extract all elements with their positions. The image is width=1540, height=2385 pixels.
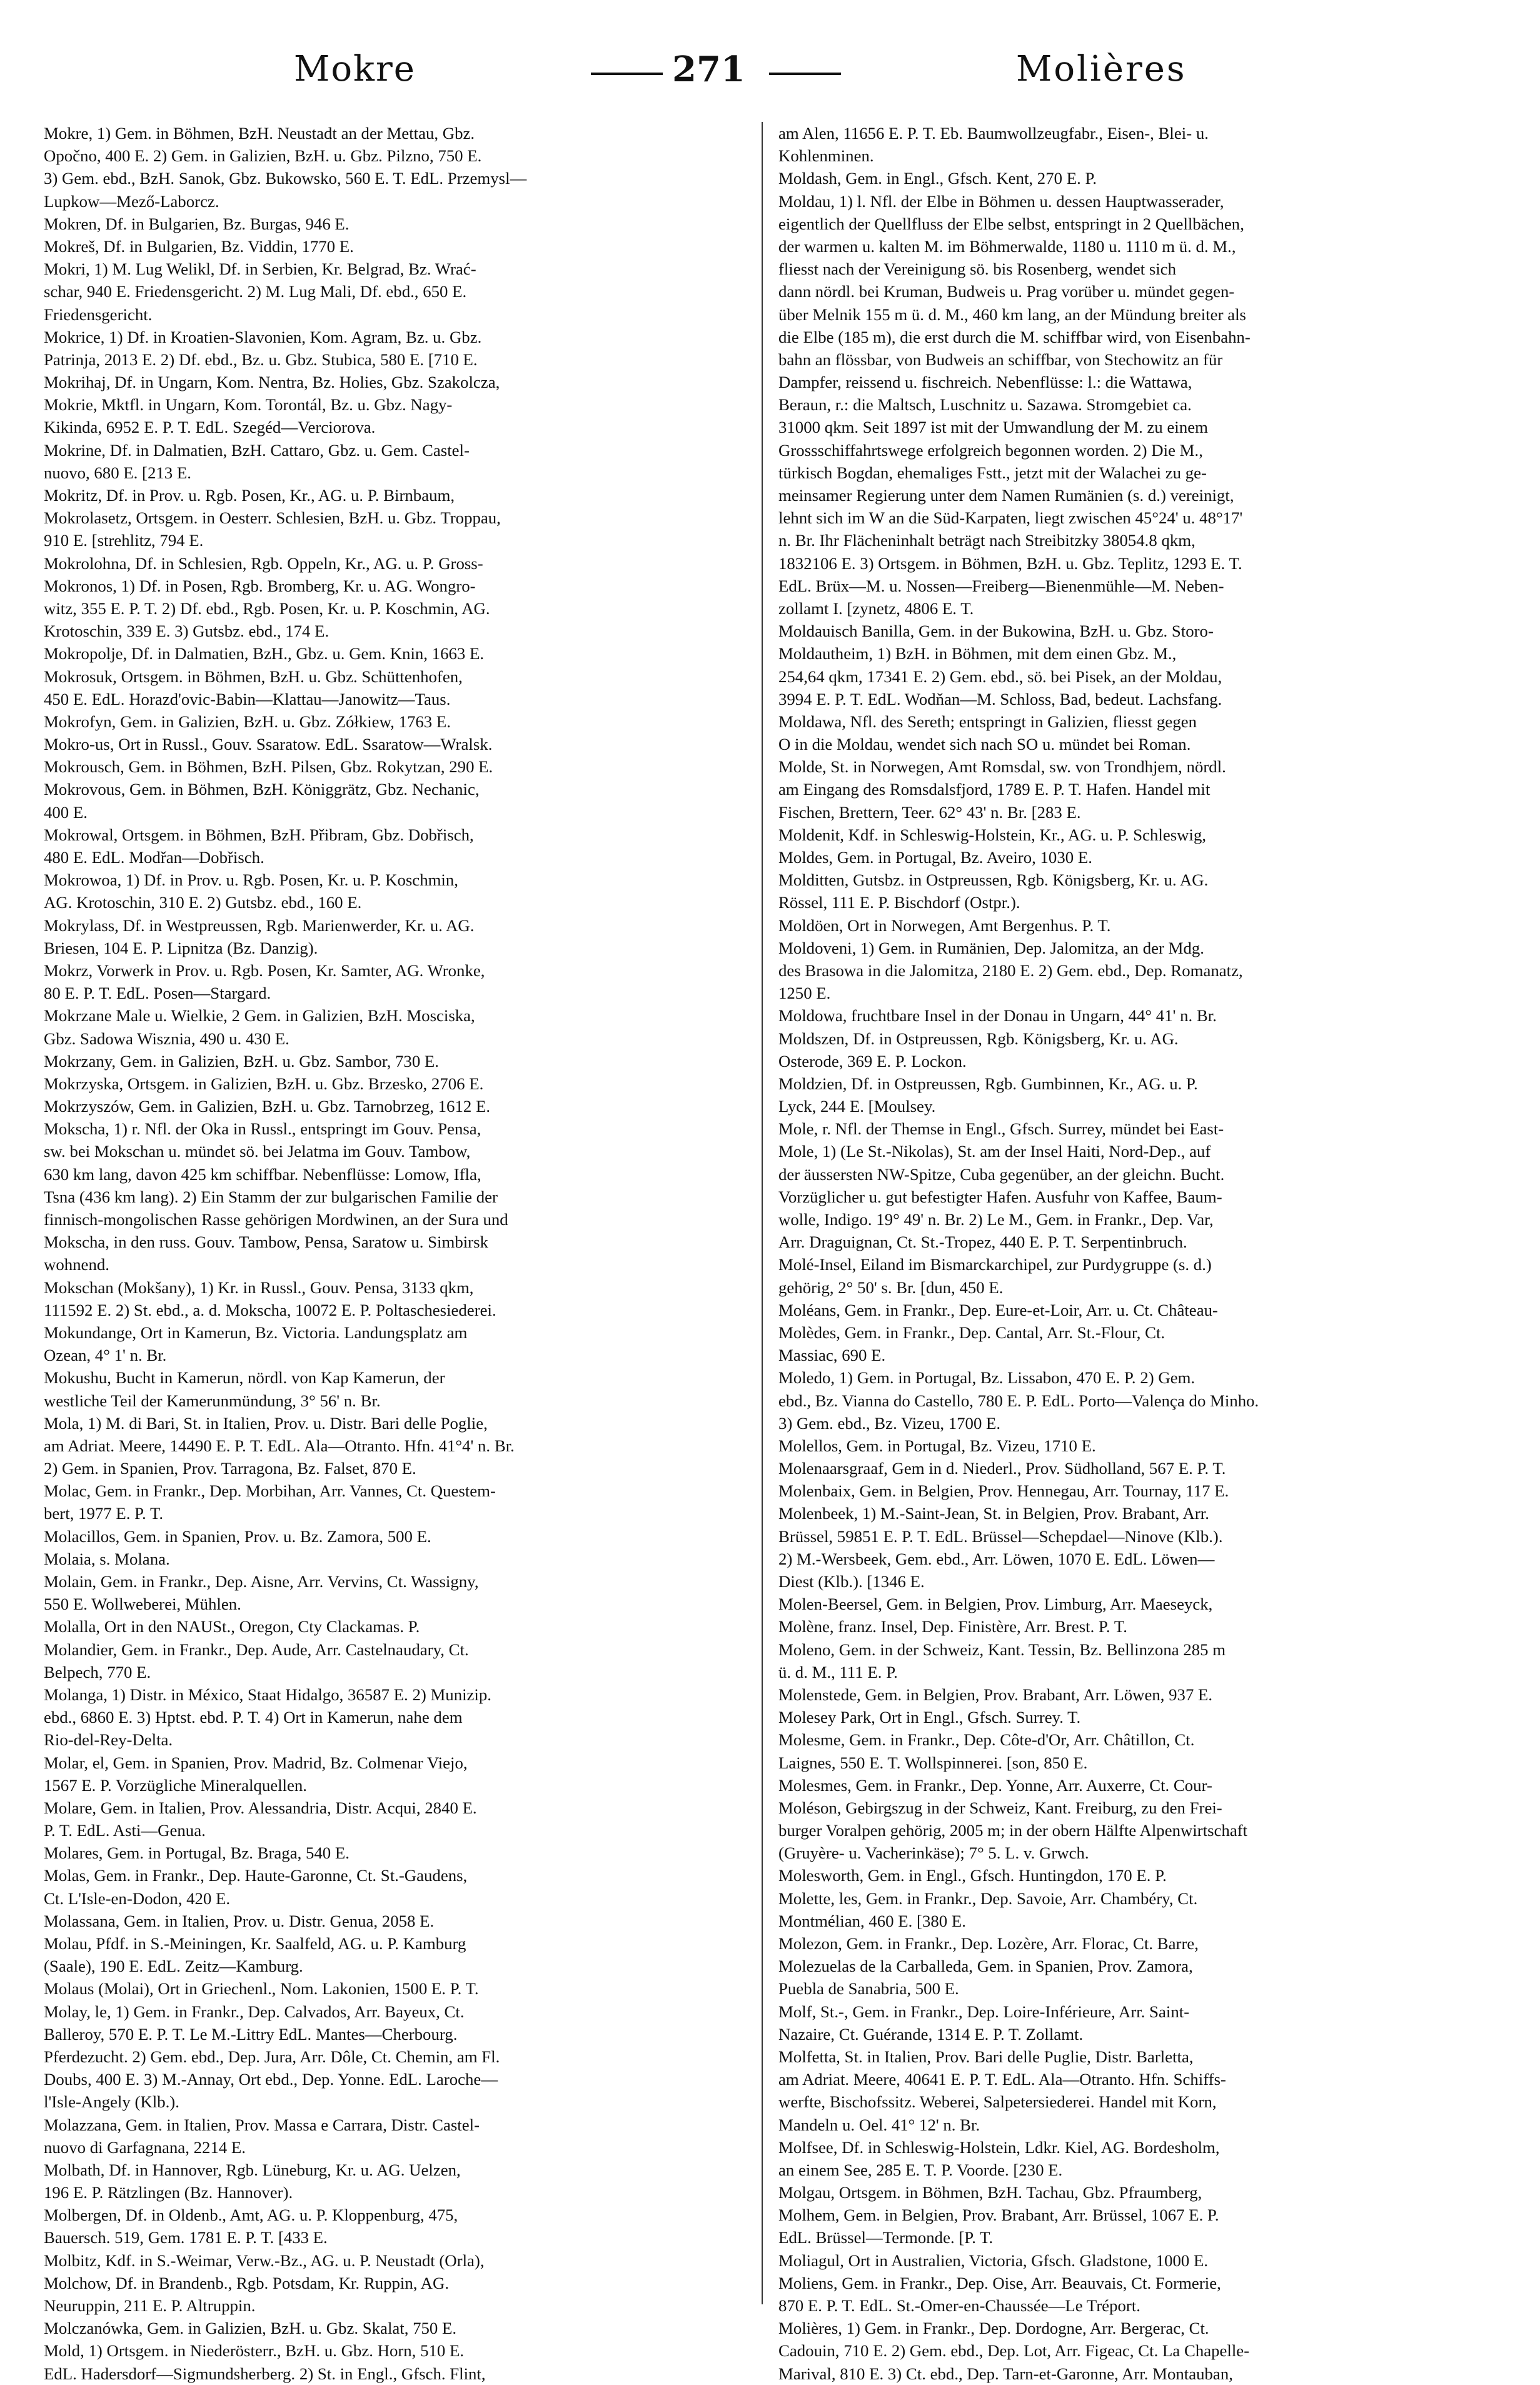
entry-line: Mokschan (Mokšany), 1) Kr. in Russl., Gouv. Pensa, 3133 qkm, <box>44 1278 474 1297</box>
entry-line: Molières, 1) Gem. in Frankr., Dep. Dordogne, Arr. Bergerac, Ct. <box>778 2319 1209 2338</box>
entry-line: 31000 qkm. Seit 1897 ist mit der Umwandlung der M. zu einem <box>778 418 1208 437</box>
entry-line: Mokrousch, Gem. in Böhmen, BzH. Pilsen, Gbz. Rokytzan, 290 E. <box>44 757 493 777</box>
entry-line: Mandeln u. Oel. 41° 12' n. Br. <box>778 2115 980 2134</box>
entry-line: Lupkow—Mező-Laborcz. <box>44 191 219 211</box>
entry-line: Molezon, Gem. in Frankr., Dep. Lozère, Arr. Florac, Ct. Barre, <box>778 1934 1199 1953</box>
entry-line: Moliens, Gem. in Frankr., Dep. Oise, Arr. Beauvais, Ct. Formerie, <box>778 2273 1221 2292</box>
entry-line: Diest (Klb.). [1346 E. <box>778 1572 925 1591</box>
entry-line: Moldenit, Kdf. in Schleswig-Holstein, Kr., AG. u. P. Schleswig, <box>778 825 1207 844</box>
entry-line: Mokro-us, Ort in Russl., Gouv. Ssaratow. EdL. Ssaratow—Wralsk. <box>44 735 493 754</box>
entry-line: Arr. Draguignan, Ct. St.-Tropez, 440 E. P. T. Serpentinbruch. <box>778 1233 1187 1252</box>
entry-line: Molar, el, Gem. in Spanien, Prov. Madrid, Bz. Colmenar Viejo, <box>44 1753 468 1772</box>
entry-line: Molaia, s. Molana. <box>44 1549 170 1568</box>
entry-line: bert, 1977 E. P. T. <box>44 1504 164 1523</box>
entry-line: Molèdes, Gem. in Frankr., Dep. Cantal, Arr. St.-Flour, Ct. <box>778 1323 1165 1342</box>
right-column <box>778 122 1476 2385</box>
entry-line: 196 E. P. Rätzlingen (Bz. Hannover). <box>44 2183 293 2202</box>
entry-line: Mokrzany, Gem. in Galizien, BzH. u. Gbz. Sambor, 730 E. <box>44 1051 439 1071</box>
entry-line: finnisch-mongolischen Rasse gehörigen Mordwinen, an der Sura und <box>44 1210 508 1229</box>
entry-line: 3994 E. P. T. EdL. Wodňan—M. Schloss, Bad, bedeut. Lachsfang. <box>778 689 1222 708</box>
entry-line: 1567 E. P. Vorzügliche Mineralquellen. <box>44 1775 307 1795</box>
entry-line: Molalla, Ort in den NAUSt., Oregon, Cty Clackamas. P. <box>44 1617 420 1636</box>
entry-line: Molde, St. in Norwegen, Amt Romsdal, sw. von Trondhjem, nördl. <box>778 757 1226 777</box>
entry-line: Beraun, r.: die Maltsch, Luschnitz u. Sazawa. Stromgebiet ca. <box>778 395 1192 415</box>
entry-line: Mokropolje, Df. in Dalmatien, BzH., Gbz. u. Gem. Knin, 1663 E. <box>44 644 485 663</box>
entry-line: Molchow, Df. in Brandenb., Rgb. Potsdam, Kr. Ruppin, AG. <box>44 2273 450 2292</box>
entry-line: Belpech, 770 E. <box>44 1662 151 1682</box>
entry-line: dann nördl. bei Kruman, Budweis u. Prag vorüber u. mündet gegen- <box>778 282 1235 301</box>
entry-line: Molesmes, Gem. in Frankr., Dep. Yonne, Arr. Auxerre, Ct. Cour- <box>778 1775 1212 1795</box>
entry-line: 3) Gem. ebd., BzH. Sanok, Gbz. Bukowsko, 560 E. T. EdL. Przemysl— <box>44 169 527 188</box>
entry-line: Molain, Gem. in Frankr., Dep. Aisne, Arr. Vervins, Ct. Wassigny, <box>44 1572 479 1591</box>
entry-line: Molène, franz. Insel, Dep. Finistère, Arr. Brest. P. T. <box>778 1617 1127 1636</box>
entry-line: Mole, 1) (Le St.-Nikolas), St. am der Insel Haiti, Nord-Dep., auf <box>778 1142 1211 1161</box>
entry-line: wolle, Indigo. 19° 49' n. Br. 2) Le M., Gem. in Frankr., Dep. Var, <box>778 1210 1214 1229</box>
entry-line: Neuruppin, 211 E. P. Altruppin. <box>44 2296 256 2315</box>
entry-line: Doubs, 400 E. 3) M.-Annay, Ort ebd., Dep. Yonne. EdL. Laroche— <box>44 2070 498 2089</box>
entry-line: Lyck, 244 E. [Moulsey. <box>778 1097 936 1116</box>
entry-line: Molczanówka, Gem. in Galizien, BzH. u. Gbz. Skalat, 750 E. <box>44 2319 457 2338</box>
entry-line: Mokrzane Male u. Wielkie, 2 Gem. in Galizien, BzH. Mosciska, <box>44 1006 475 1026</box>
entry-line: Fischen, Brettern, Teer. 62° 43' n. Br. [283 E. <box>778 802 1081 822</box>
entry-line: Molazzana, Gem. in Italien, Prov. Massa e Carrara, Distr. Castel- <box>44 2115 480 2134</box>
entry-line: wohnend. <box>44 1255 109 1274</box>
entry-line: Molf, St.-, Gem. in Frankr., Dep. Loire-Inférieure, Arr. Saint- <box>778 2002 1190 2021</box>
entry-line: 630 km lang, davon 425 km schiffbar. Nebenflüsse: Lomow, Ifla, <box>44 1164 481 1184</box>
entry-line: Molbitz, Kdf. in S.-Weimar, Verw.-Bz., AG. u. P. Neustadt (Orla), <box>44 2251 485 2270</box>
entry-line: EdL. Brüx—M. u. Nossen—Freiberg—Bienenmühle—M. Neben- <box>778 576 1224 595</box>
entry-line: Mold, 1) Ortsgem. in Niederösterr., BzH. u. Gbz. Horn, 510 E. <box>44 2341 465 2361</box>
entry-line: Molellos, Gem. in Portugal, Bz. Vizeu, 1710 E. <box>778 1436 1096 1455</box>
entry-line: Molette, les, Gem. in Frankr., Dep. Savoie, Arr. Chambéry, Ct. <box>778 1888 1198 1908</box>
entry-line: Balleroy, 570 E. P. T. Le M.-Littry EdL. Mantes—Cherbourg. <box>44 2024 458 2044</box>
entry-line: 2) M.-Wersbeek, Gem. ebd., Arr. Löwen, 1070 E. EdL. Löwen— <box>778 1549 1215 1568</box>
entry-line: (Gruyère- u. Vacherinkäse); 7° 5. L. v. Grwch. <box>778 1843 1089 1863</box>
entry-line: Mokrolasetz, Ortsgem. in Oesterr. Schlesien, BzH. u. Gbz. Troppau, <box>44 508 501 528</box>
entry-line: Kikinda, 6952 E. P. T. EdL. Szegéd—Verciorova. <box>44 418 376 437</box>
entry-line: Molhem, Gem. in Belgien, Prov. Brabant, Arr. Brüssel, 1067 E. P. <box>778 2206 1219 2225</box>
entry-line: witz, 355 E. P. T. 2) Df. ebd., Rgb. Posen, Kr. u. P. Koschmin, AG. <box>44 598 490 618</box>
entry-line: fliesst nach der Vereinigung sö. bis Rosenberg, wendet sich <box>778 260 1177 279</box>
entry-line: Mokrz, Vorwerk in Prov. u. Rgb. Posen, Kr. Samter, AG. Wronke, <box>44 961 485 980</box>
entry-line: 400 E. <box>44 802 88 822</box>
entry-line: Molaus (Molai), Ort in Griechenl., Nom. Lakonien, 1500 E. P. T. <box>44 1979 479 1999</box>
entry-line: Mokrowal, Ortsgem. in Böhmen, BzH. Přibram, Gbz. Dobřisch, <box>44 825 474 844</box>
entry-line: Mokri, 1) M. Lug Welikl, Df. in Serbien, Kr. Belgrad, Bz. Wrać- <box>44 260 476 279</box>
entry-line: Moldszen, Df. in Ostpreussen, Rgb. Königsberg, Kr. u. AG. <box>778 1029 1179 1048</box>
entry-line: Molbath, Df. in Hannover, Rgb. Lüneburg, Kr. u. AG. Uelzen, <box>44 2160 461 2179</box>
entry-line: am Adriat. Meere, 40641 E. P. T. EdL. Ala—Otranto. Hfn. Schiffs- <box>778 2070 1226 2089</box>
entry-line: Laignes, 550 E. T. Wollspinnerei. [son, 850 E. <box>778 1753 1088 1772</box>
entry-line: 1832106 E. 3) Ortsgem. in Böhmen, BzH. u. Gbz. Teplitz, 1293 E. T. <box>778 553 1242 573</box>
entry-line: Moldoveni, 1) Gem. in Rumänien, Dep. Jalomitza, an der Mdg. <box>778 938 1204 957</box>
entry-line: Grossschiffahrtswege erfolgreich begonnen worden. 2) Die M., <box>778 440 1203 460</box>
entry-line: der warmen u. kalten M. im Böhmerwalde, 1180 u. 1110 m ü. d. M., <box>778 236 1236 256</box>
entry-line: am Eingang des Romsdalsfjord, 1789 E. P. T. Hafen. Handel mit <box>778 780 1210 799</box>
entry-line: Mokrolohna, Df. in Schlesien, Rgb. Oppeln, Kr., AG. u. P. Gross- <box>44 553 483 573</box>
entry-line: Friedensgericht. <box>44 305 153 324</box>
entry-line: Molenstede, Gem. in Belgien, Prov. Brabant, Arr. Löwen, 937 E. <box>778 1685 1213 1704</box>
entry-line: Moléson, Gebirgszug in der Schweiz, Kant. Freiburg, zu den Frei- <box>778 1798 1222 1817</box>
entry-line: Mokscha, in den russ. Gouv. Tambow, Pensa, Saratow u. Simbirsk <box>44 1233 488 1252</box>
entry-line: Molen-Beersel, Gem. in Belgien, Prov. Limburg, Arr. Maeseyck, <box>778 1595 1213 1614</box>
entry-line: Nazaire, Ct. Guérande, 1314 E. P. T. Zollamt. <box>778 2024 1084 2044</box>
entry-line: 480 E. EdL. Modřan—Dobřisch. <box>44 848 264 867</box>
entry-line: Molesey Park, Ort in Engl., Gfsch. Surrey. T. <box>778 1708 1081 1727</box>
entry-line: Moleno, Gem. in der Schweiz, Kant. Tessin, Bz. Bellinzona 285 m <box>778 1640 1226 1659</box>
entry-line: nuovo di Garfagnana, 2214 E. <box>44 2137 246 2157</box>
running-head-right: Molières <box>1016 49 1187 89</box>
entry-line: Osterode, 369 E. P. Lockon. <box>778 1051 967 1071</box>
entry-line: Mokrine, Df. in Dalmatien, BzH. Cattaro, Gbz. u. Gem. Castel- <box>44 440 470 460</box>
entry-line: 2) Gem. in Spanien, Prov. Tarragona, Bz. Falset, 870 E. <box>44 1459 416 1478</box>
entry-line: Mokrzyszów, Gem. in Galizien, BzH. u. Gbz. Tarnobrzeg, 1612 E. <box>44 1097 491 1116</box>
entry-line: Mokronos, 1) Df. in Posen, Rgb. Bromberg, Kr. u. AG. Wongro- <box>44 576 476 595</box>
entry-line: Molenbeek, 1) M.-Saint-Jean, St. in Belgien, Prov. Brabant, Arr. <box>778 1504 1209 1523</box>
entry-line: türkisch Bogdan, ehemaliges Fstt., jetzt mit der Walachei zu ge- <box>778 463 1207 482</box>
entry-line: am Alen, 11656 E. P. T. Eb. Baumwollzeugfabr., Eisen-, Blei- u. <box>778 124 1209 143</box>
entry-line: Rössel, 111 E. P. Bischdorf (Ostpr.). <box>778 893 1020 912</box>
entry-line: Moldau, 1) l. Nfl. der Elbe in Böhmen u. dessen Hauptwasserader, <box>778 191 1224 211</box>
entry-line: Kohlenminen. <box>778 146 874 166</box>
entry-line: Gbz. Sadowa Wisznia, 490 u. 430 E. <box>44 1029 289 1048</box>
entry-line: die Elbe (185 m), die erst durch die M. schiffbar wird, von Eisenbahn- <box>778 327 1251 346</box>
entry-line: Montmélian, 460 E. [380 E. <box>778 1911 966 1930</box>
entry-line: 550 E. Wollweberei, Mühlen. <box>44 1595 241 1614</box>
entry-line: Mokrosuk, Ortsgem. in Böhmen, BzH. u. Gbz. Schüttenhofen, <box>44 667 463 686</box>
entry-line: gehörig, 2° 50' s. Br. [dun, 450 E. <box>778 1278 1004 1297</box>
entry-line: Molandier, Gem. in Frankr., Dep. Aude, Arr. Castelnaudary, Ct. <box>44 1640 469 1659</box>
entry-line: 80 E. P. T. EdL. Posen—Stargard. <box>44 984 271 1003</box>
entry-line: westliche Teil der Kamerunmündung, 3° 56' n. Br. <box>44 1391 381 1410</box>
entry-line: Molé-Insel, Eiland im Bismarckarchipel, zur Purdygruppe (s. d.) <box>778 1255 1212 1274</box>
entry-line: der äussersten NW-Spitze, Cuba gegenüber, an der gleichn. Bucht. <box>778 1164 1225 1184</box>
column-divider <box>762 122 763 2304</box>
entry-line: zollamt I. [zynetz, 4806 E. T. <box>778 598 974 618</box>
entry-line: Mokrice, 1) Df. in Kroatien-Slavonien, Kom. Agram, Bz. u. Gbz. <box>44 327 482 346</box>
entry-line: Moldowa, fruchtbare Insel in der Donau in Ungarn, 44° 41' n. Br. <box>778 1006 1217 1026</box>
entry-line: Moldöen, Ort in Norwegen, Amt Bergenhus. P. T. <box>778 915 1111 935</box>
entry-line: Moléans, Gem. in Frankr., Dep. Eure-et-Loir, Arr. u. Ct. Château- <box>778 1300 1218 1319</box>
entry-line: Mokrihaj, Df. in Ungarn, Kom. Nentra, Bz. Holies, Gbz. Szakolcza, <box>44 373 500 392</box>
entry-line: n. Br. Ihr Flächeninhalt beträgt nach Streibitzky 38054.8 qkm, <box>778 531 1195 550</box>
entry-line: Ozean, 4° 1' n. Br. <box>44 1346 167 1365</box>
entry-line: nuovo, 680 E. [213 E. <box>44 463 191 482</box>
header-dash-left <box>591 73 663 75</box>
entry-line: Molau, Pfdf. in S.-Meiningen, Kr. Saalfeld, AG. u. P. Kamburg <box>44 1934 466 1953</box>
entry-line: Moledo, 1) Gem. in Portugal, Bz. Lissabon, 470 E. P. 2) Gem. <box>778 1368 1195 1388</box>
entry-line: Mokritz, Df. in Prov. u. Rgb. Posen, Kr., AG. u. P. Birnbaum, <box>44 486 455 505</box>
entry-line: sw. bei Mokschan u. mündet sö. bei Jelatma im Gouv. Tambow, <box>44 1142 471 1161</box>
entry-line: Molares, Gem. in Portugal, Bz. Braga, 540 E. <box>44 1843 350 1863</box>
running-head-left: Mokre <box>294 49 416 89</box>
entry-line: Molezuelas de la Carballeda, Gem. in Spanien, Prov. Zamora, <box>778 1957 1193 1976</box>
entry-line: Molac, Gem. in Frankr., Dep. Morbihan, Arr. Vannes, Ct. Questem- <box>44 1481 496 1501</box>
entry-line: Moldauisch Banilla, Gem. in der Bukowina, BzH. u. Gbz. Storo- <box>778 622 1214 641</box>
entry-line: Mokrzyska, Ortsgem. in Galizien, BzH. u. Gbz. Brzesko, 2706 E. <box>44 1074 484 1093</box>
entry-line: Brüssel, 59851 E. P. T. EdL. Brüssel—Schepdael—Ninove (Klb.). <box>778 1526 1223 1546</box>
entry-line: Vorzüglicher u. gut befestigter Hafen. Ausfuhr von Kaffee, Baum- <box>778 1187 1222 1206</box>
entry-line: Moldash, Gem. in Engl., Gfsch. Kent, 270 E. P. <box>778 169 1097 188</box>
entry-line: Mokrylass, Df. in Westpreussen, Rgb. Marienwerder, Kr. u. AG. <box>44 915 475 935</box>
left-column <box>44 122 741 2385</box>
entry-line: ebd., Bz. Vianna do Castello, 780 E. P. EdL. Porto—Valença do Minho. <box>778 1391 1259 1410</box>
entry-line: schar, 940 E. Friedensgericht. 2) M. Lug Mali, Df. ebd., 650 E. <box>44 282 467 301</box>
entry-line: Mokreš, Df. in Bulgarien, Bz. Viddin, 1770 E. <box>44 236 354 256</box>
entry-line: Molbergen, Df. in Oldenb., Amt, AG. u. P. Kloppenburg, 475, <box>44 2206 458 2225</box>
entry-line: am Adriat. Meere, 14490 E. P. T. EdL. Ala—Otranto. Hfn. 41°4' n. Br. <box>44 1436 515 1455</box>
header-dash-right <box>769 73 841 75</box>
entry-line: Mole, r. Nfl. der Themse in Engl., Gfsch. Surrey, mündet bei East- <box>778 1119 1224 1139</box>
entry-line: P. T. EdL. Asti—Genua. <box>44 1821 206 1840</box>
entry-line: 450 E. EdL. Horazd'ovic-Babin—Klattau—Janowitz—Taus. <box>44 689 451 708</box>
entry-line: burger Voralpen gehörig, 2005 m; in der obern Hälfte Alpenwirtschaft <box>778 1821 1248 1840</box>
entry-line: Molfetta, St. in Italien, Prov. Bari delle Puglie, Distr. Barletta, <box>778 2047 1194 2066</box>
entry-line: O in die Moldau, wendet sich nach SO u. mündet bei Roman. <box>778 735 1191 754</box>
entry-line: Cadouin, 710 E. 2) Gem. ebd., Dep. Lot, Arr. Figeac, Ct. La Chapelle- <box>778 2341 1250 2361</box>
entry-line: Ct. L'Isle-en-Dodon, 420 E. <box>44 1888 231 1908</box>
entry-line: Molesme, Gem. in Frankr., Dep. Côte-d'Or, Arr. Châtillon, Ct. <box>778 1730 1195 1750</box>
entry-line: ü. d. M., 111 E. P. <box>778 1662 898 1682</box>
entry-line: Mola, 1) M. di Bari, St. in Italien, Prov. u. Distr. Bari delle Poglie, <box>44 1413 488 1433</box>
entry-line: Mokrovous, Gem. in Böhmen, BzH. Königgrätz, Gbz. Nechanic, <box>44 780 480 799</box>
entry-line: 870 E. P. T. EdL. St.-Omer-en-Chaussée—Le Tréport. <box>778 2296 1140 2315</box>
entry-line: 111592 E. 2) St. ebd., a. d. Mokscha, 10072 E. P. Poltaschesiederei. <box>44 1300 496 1319</box>
entry-line: Molare, Gem. in Italien, Prov. Alessandria, Distr. Acqui, 2840 E. <box>44 1798 477 1817</box>
entry-line: Krotoschin, 339 E. 3) Gutsbz. ebd., 174 E. <box>44 622 330 641</box>
entry-line: Moldautheim, 1) BzH. in Böhmen, mit dem einen Gbz. M., <box>778 644 1177 663</box>
entry-line: über Melnik 155 m ü. d. M., 460 km lang, an der Mündung breiter als <box>778 305 1246 324</box>
entry-line: an einem See, 285 E. T. P. Voorde. [230 E. <box>778 2160 1063 2179</box>
entry-line: Molassana, Gem. in Italien, Prov. u. Distr. Genua, 2058 E. <box>44 1911 435 1930</box>
entry-line: Molenaarsgraaf, Gem in d. Niederl., Prov. Südholland, 567 E. P. T. <box>778 1459 1226 1478</box>
entry-line: Massiac, 690 E. <box>778 1346 886 1365</box>
entry-line: Puebla de Sanabria, 500 E. <box>778 1979 959 1999</box>
entry-line: Mokundange, Ort in Kamerun, Bz. Victoria. Landungsplatz am <box>44 1323 468 1342</box>
entry-line: des Brasowa in die Jalomitza, 2180 E. 2) Gem. ebd., Dep. Romanatz, <box>778 961 1243 980</box>
entry-line: Moldawa, Nfl. des Sereth; entspringt in Galizien, fliesst gegen <box>778 712 1197 731</box>
entry-line: Molfsee, Df. in Schleswig-Holstein, Ldkr. Kiel, AG. Bordesholm, <box>778 2137 1220 2157</box>
entry-line: Molas, Gem. in Frankr., Dep. Haute-Garonne, Ct. St.-Gaudens, <box>44 1866 468 1885</box>
entry-line: Mokushu, Bucht in Kamerun, nördl. von Kap Kamerun, der <box>44 1368 445 1388</box>
entry-line: Pferdezucht. 2) Gem. ebd., Dep. Jura, Arr. Dôle, Ct. Chemin, am Fl. <box>44 2047 500 2066</box>
entry-line: Moldes, Gem. in Portugal, Bz. Aveiro, 1030 E. <box>778 848 1092 867</box>
entry-line: EdL. Hadersdorf—Sigmundsherberg. 2) St. in Engl., Gfsch. Flint, <box>44 2364 486 2383</box>
entry-line: Molgau, Ortsgem. in Böhmen, BzH. Tachau, Gbz. Pfraumberg, <box>778 2183 1202 2202</box>
entry-line: EdL. Brüssel—Termonde. [P. T. <box>778 2228 994 2247</box>
entry-line: 1250 E. <box>778 984 831 1003</box>
entry-line: Molesworth, Gem. in Engl., Gfsch. Huntingdon, 170 E. P. <box>778 1866 1167 1885</box>
entry-line: werfte, Bischofssitz. Weberei, Salpetersiederei. Handel mit Korn, <box>778 2092 1217 2112</box>
entry-line: Opočno, 400 E. 2) Gem. in Galizien, BzH. u. Gbz. Pilzno, 750 E. <box>44 146 482 166</box>
entry-line: Patrinja, 2013 E. 2) Df. ebd., Bz. u. Gbz. Stubica, 580 E. [710 E. <box>44 350 478 369</box>
entry-line: Molacillos, Gem. in Spanien, Prov. u. Bz. Zamora, 500 E. <box>44 1526 431 1546</box>
entry-line: Tsna (436 km lang). 2) Ein Stamm der zur bulgarischen Familie der <box>44 1187 498 1206</box>
entry-line: bahn an flössbar, von Budweis an schiffbar, von Stechowitz an für <box>778 350 1223 369</box>
entry-line: AG. Krotoschin, 310 E. 2) Gutsbz. ebd., 160 E. <box>44 893 362 912</box>
entry-line: Marival, 810 E. 3) Ct. ebd., Dep. Tarn-et-Garonne, Arr. Montauban, <box>778 2364 1233 2383</box>
entry-line: 3) Gem. ebd., Bz. Vizeu, 1700 E. <box>778 1413 1001 1433</box>
page-number: 271 <box>672 49 745 90</box>
entry-line: Molenbaix, Gem. in Belgien, Prov. Hennegau, Arr. Tournay, 117 E. <box>778 1481 1229 1501</box>
entry-line: (Saale), 190 E. EdL. Zeitz—Kamburg. <box>44 1957 303 1976</box>
entry-line: Molditten, Gutsbz. in Ostpreussen, Rgb. Königsberg, Kr. u. AG. <box>778 870 1209 890</box>
page-header <box>0 44 1540 113</box>
entry-line: Mokre, 1) Gem. in Böhmen, BzH. Neustadt an der Mettau, Gbz. <box>44 124 475 143</box>
entry-line: eigentlich der Quellfluss der Elbe selbst, entspringt in 2 Quellbächen, <box>778 214 1244 233</box>
entry-line: 910 E. [strehlitz, 794 E. <box>44 531 204 550</box>
entry-line: Dampfer, reissend u. fischreich. Nebenflüsse: l.: die Wattawa, <box>778 373 1192 392</box>
entry-line: 254,64 qkm, 17341 E. 2) Gem. ebd., sö. bei Pisek, an der Moldau, <box>778 667 1222 686</box>
entry-line: Molanga, 1) Distr. in México, Staat Hidalgo, 36587 E. 2) Munizip. <box>44 1685 491 1704</box>
entry-line: Mokrofyn, Gem. in Galizien, BzH. u. Gbz. Zółkiew, 1763 E. <box>44 712 451 731</box>
entry-line: meinsamer Regierung unter dem Namen Rumänien (s. d.) vereinigt, <box>778 486 1234 505</box>
entry-line: Mokscha, 1) r. Nfl. der Oka in Russl., entspringt im Gouv. Pensa, <box>44 1119 481 1139</box>
entry-line: Moldzien, Df. in Ostpreussen, Rgb. Gumbinnen, Kr., AG. u. P. <box>778 1074 1198 1093</box>
entry-line: Bauersch. 519, Gem. 1781 E. P. T. [433 E. <box>44 2228 328 2247</box>
entry-line: l'Isle-Angely (Klb.). <box>44 2092 179 2112</box>
entry-line: Rio-del-Rey-Delta. <box>44 1730 173 1750</box>
entry-line: Briesen, 104 E. P. Lipnitza (Bz. Danzig). <box>44 938 318 957</box>
entry-line: Molay, le, 1) Gem. in Frankr., Dep. Calvados, Arr. Bayeux, Ct. <box>44 2002 465 2021</box>
entry-line: Moliagul, Ort in Australien, Victoria, Gfsch. Gladstone, 1000 E. <box>778 2251 1209 2270</box>
entry-line: lehnt sich im W an die Süd-Karpaten, liegt zwischen 45°24' u. 48°17' <box>778 508 1243 528</box>
entry-line: ebd., 6860 E. 3) Hptst. ebd. P. T. 4) Ort in Kamerun, nahe dem <box>44 1708 463 1727</box>
entry-line: Mokrie, Mktfl. in Ungarn, Kom. Torontál, Bz. u. Gbz. Nagy- <box>44 395 453 415</box>
entry-line: Mokrowoa, 1) Df. in Prov. u. Rgb. Posen, Kr. u. P. Koschmin, <box>44 870 458 890</box>
entry-line: Mokren, Df. in Bulgarien, Bz. Burgas, 946 E. <box>44 214 350 233</box>
